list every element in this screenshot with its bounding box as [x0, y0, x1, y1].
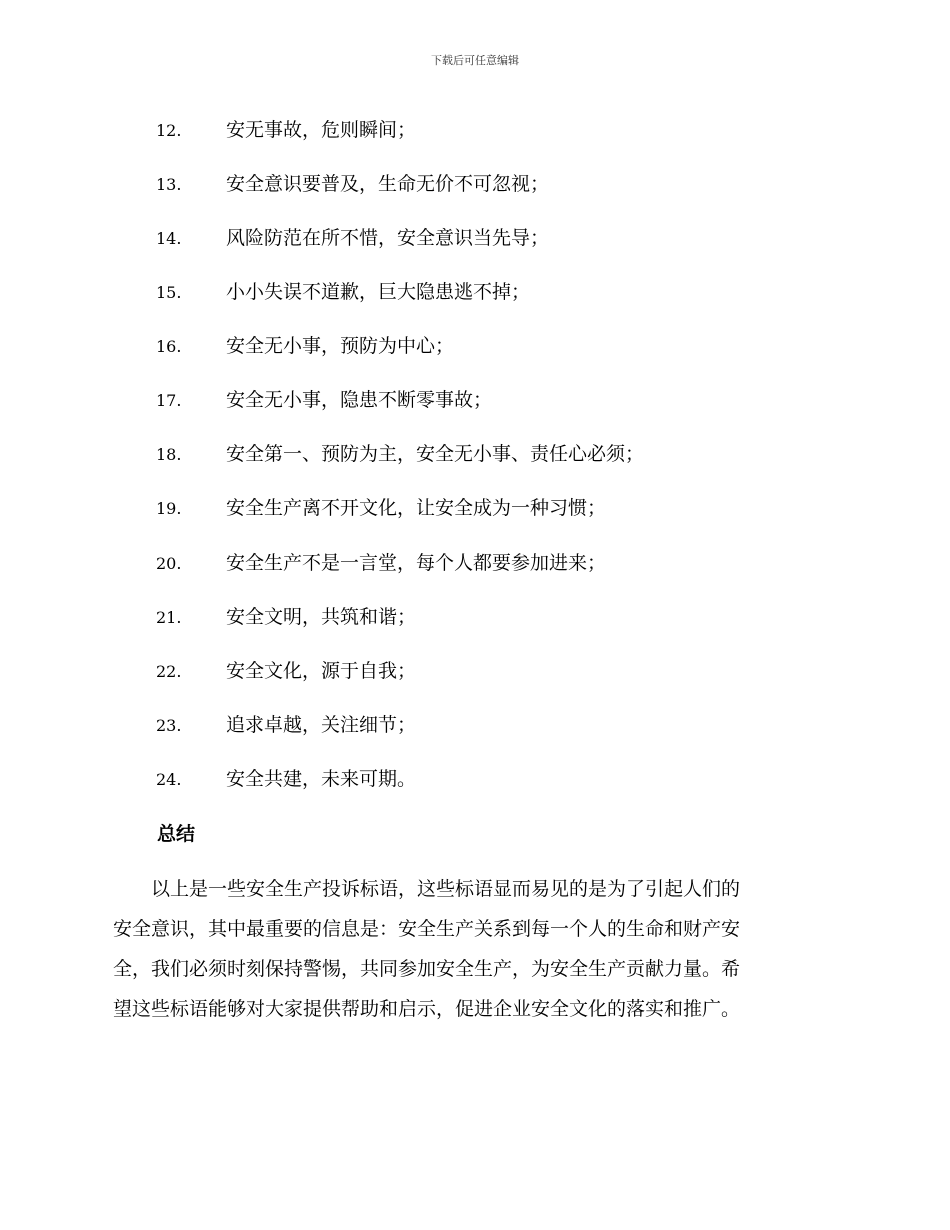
list-item [0, 601, 950, 631]
item-text: 风险防范在所不惜，安全意识当先导； [226, 227, 550, 249]
list-item [0, 492, 950, 522]
item-text: 安全文化，源于自我； [226, 660, 417, 682]
list-item [0, 547, 950, 577]
list-item [0, 222, 950, 252]
item-number: 24. [156, 770, 182, 789]
item-text: 小小失误不道歉，巨大隐患逃不掉； [226, 281, 531, 303]
item-number: 23. [156, 716, 182, 735]
summary-line: 以上是一些安全生产投诉标语，这些标语显而易见的是为了引起人们的 [113, 878, 741, 900]
item-text: 安全意识要普及，生命无价不可忽视； [226, 173, 550, 195]
list-item [0, 655, 950, 685]
list-item [0, 438, 950, 468]
item-number: 22. [156, 662, 182, 681]
item-number: 16. [156, 337, 182, 356]
summary-line: 望这些标语能够对大家提供帮助和启示，促进企业安全文化的落实和推广。 [113, 998, 741, 1020]
item-text: 安全生产不是一言堂，每个人都要参加进来； [226, 552, 607, 574]
item-number: 19. [156, 499, 182, 518]
item-number: 17. [156, 391, 182, 410]
item-number: 18. [156, 445, 182, 464]
item-number: 14. [156, 229, 182, 248]
summary-paragraph [113, 869, 838, 1029]
summary-heading: 总结 [157, 823, 196, 845]
list-item [0, 330, 950, 360]
item-text: 安无事故，危则瞬间； [226, 119, 417, 141]
item-number: 13. [156, 175, 182, 194]
item-text: 追求卓越，关注细节； [226, 714, 417, 736]
list-item [0, 168, 950, 198]
list-item [0, 709, 950, 739]
list-item [0, 276, 950, 306]
item-number: 15. [156, 283, 182, 302]
list-item [0, 763, 950, 793]
summary-line: 全，我们必须时刻保持警惕，共同参加安全生产，为安全生产贡献力量。希 [113, 958, 741, 980]
item-number: 20. [156, 554, 182, 573]
page-header-note: 下载后可任意编辑 [431, 54, 519, 67]
item-text: 安全共建，未来可期。 [226, 768, 417, 790]
summary-line: 安全意识，其中最重要的信息是：安全生产关系到每一个人的生命和财产安 [113, 918, 741, 940]
item-text: 安全生产离不开文化，让安全成为一种习惯； [226, 497, 607, 519]
item-text: 安全无小事，预防为中心； [226, 335, 455, 357]
item-number: 12. [156, 121, 182, 140]
item-text: 安全第一、预防为主，安全无小事、责任心必须； [226, 443, 645, 465]
list-item [0, 384, 950, 414]
item-number: 21. [156, 608, 182, 627]
item-text: 安全无小事，隐患不断零事故； [226, 389, 493, 411]
list-item [0, 114, 950, 144]
item-text: 安全文明，共筑和谐； [226, 606, 417, 628]
